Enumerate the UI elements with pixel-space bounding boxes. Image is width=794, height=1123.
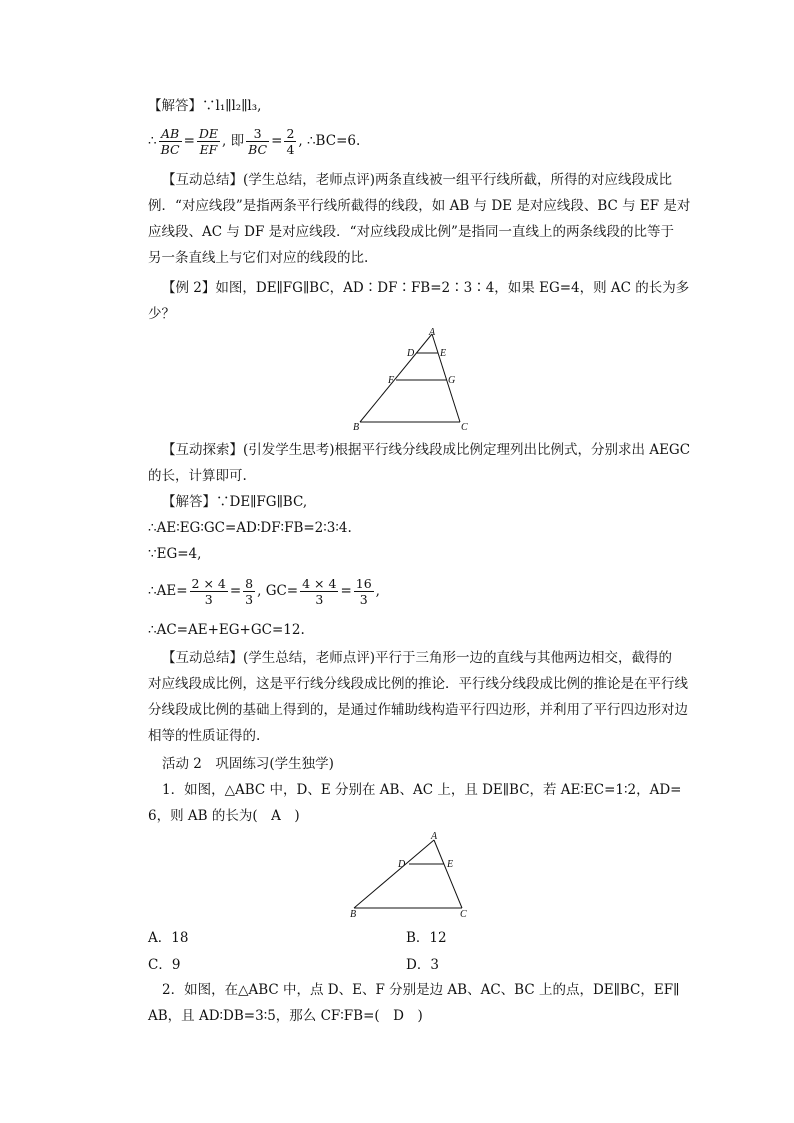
example2-line: 【例 2】如图，DE∥FG∥BC，AD∶DF∶FB=2∶3∶4，如果 EG=4，则 AC 的长为多	[162, 280, 690, 296]
example2-line: 少？	[148, 306, 175, 322]
triangle-figure-2	[346, 830, 476, 920]
label-g: G	[448, 375, 456, 386]
option-d[interactable]: D．3	[406, 957, 439, 973]
side-ab	[360, 334, 432, 422]
label-a: A	[431, 831, 438, 842]
summary2-line: 对应线段成比例，这是平行线分线段成比例的推论．平行线分线段成比例的推论是在平行线	[148, 676, 688, 692]
summary2-line: 相等的性质证得的.	[148, 728, 261, 744]
label-e: E	[440, 348, 447, 359]
fraction-4x4-3: $\frac{4 \times 4}{3}$	[302, 576, 337, 607]
label-c: C	[460, 909, 467, 920]
answer2-line: ∴AE∶EG∶GC=AD∶DF∶FB=2∶3∶4.	[148, 520, 352, 536]
label-b: B	[350, 909, 357, 920]
answer2-line: ∴AC=AE+EG+GC=12.	[148, 622, 305, 638]
option-a[interactable]: A．18	[148, 930, 189, 946]
side-ab	[354, 840, 434, 908]
fraction-2-4: $\frac{2}{4}$	[286, 126, 295, 157]
fraction-ab-bc: $\frac{AB}{BC}$	[160, 126, 180, 157]
label-d: D	[398, 859, 406, 870]
side-ac	[434, 840, 462, 908]
fraction-de-ef: $\frac{DE}{EF}$	[198, 126, 219, 157]
label-a: A	[429, 327, 436, 338]
explore-line: 的长，计算即可.	[148, 468, 247, 484]
therefore-symbol: ∴	[148, 133, 157, 149]
summary1-line: 应线段、AC 与 DF 是对应线段．“对应线段成比例”是指同一直线上的两条线段的比等于	[148, 224, 674, 240]
option-c[interactable]: C．9	[148, 957, 181, 973]
summary2-line: 【互动总结】(学生总结，老师点评)平行于三角形一边的直线与其他两边相交，截得的	[162, 650, 673, 666]
summary1-line: 例．“对应线段”是指两条平行线所截得的线段，如 AB 与 DE 是对应线段、BC 与 EF 是对	[148, 198, 691, 214]
fraction-3-bc: $\frac{3}{BC}$	[248, 126, 268, 157]
label-c: C	[461, 422, 468, 432]
question2-line: 2．如图，在△ABC 中，点 D、E、F 分别是边 AB、AC、BC 上的点，DE∥BC，EF∥	[162, 982, 680, 998]
label-d: D	[407, 348, 415, 359]
answer1-line2: ∴ $\frac{AB}{BC}$ = $\frac{DE}{EF}$ , 即 $\frac{3}{BC}$ = $\frac{2}{4}$ , ∴BC=6.	[148, 126, 361, 157]
triangle-figure-1	[350, 326, 480, 432]
answer2-fraction-line: ∴AE= $\frac{2 \times 4}{3}$ = $\frac{8}{3}$ , GC= $\frac{4 \times 4}{3}$ = $\frac{16}{3}$ ,	[148, 576, 380, 607]
summary1-line: 另一条直线上与它们对应的线段的比.	[148, 250, 369, 266]
answer1-line1: 【解答】∵l₁∥l₂∥l₃,	[148, 98, 262, 114]
fraction-2x4-3: $\frac{2 \times 4}{3}$	[191, 576, 226, 607]
label-f: F	[388, 375, 395, 386]
option-b[interactable]: B．12	[406, 930, 447, 946]
question2-line: AB，且 AD∶DB=3∶5，那么 CF∶FB=( D )	[148, 1008, 423, 1024]
summary1-line: 【互动总结】(学生总结，老师点评)两条直线被一组平行线所截，所得的对应线段成比	[162, 172, 673, 188]
fraction-8-3: $\frac{8}{3}$	[245, 576, 254, 607]
label-b: B	[353, 422, 360, 432]
activity-heading: 活动 2 巩固练习(学生独学)	[162, 756, 334, 772]
answer2-line: ∵EG=4,	[148, 546, 202, 562]
question1-line: 6，则 AB 的长为( A )	[148, 808, 300, 824]
explore-line: 【互动探索】(引发学生思考)根据平行线分线段成比例定理列出比例式，分别求出 AEGC	[162, 442, 691, 458]
question1-line: 1．如图，△ABC 中，D、E 分别在 AB、AC 上，且 DE∥BC，若 AE∶EC=1∶2，AD=	[162, 782, 682, 798]
label-e: E	[447, 859, 454, 870]
summary2-line: 分线段成比例的基础上得到的，是通过作辅助线构造平行四边形，并利用了平行四边形对边	[148, 702, 688, 718]
fraction-16-3: $\frac{16}{3}$	[355, 576, 372, 607]
answer2-line: 【解答】∵DE∥FG∥BC,	[162, 494, 308, 510]
